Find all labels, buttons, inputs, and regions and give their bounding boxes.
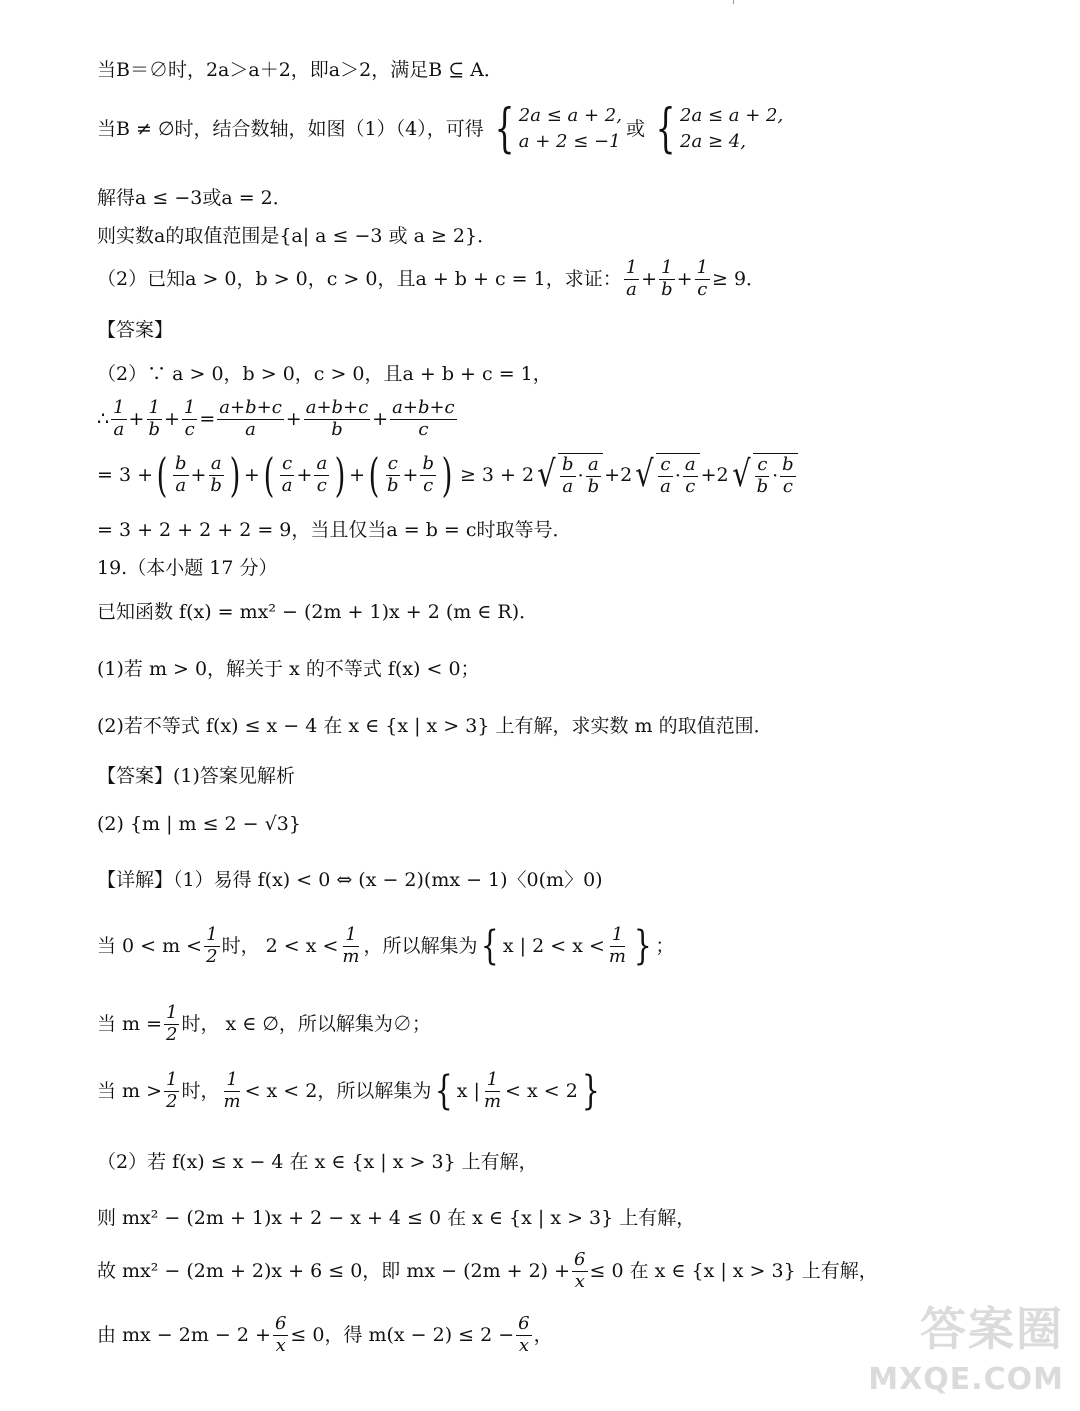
fraction: $\frac{1}{a}$: [113, 397, 125, 440]
fraction: $\frac{a+b+c}{b}$: [305, 397, 369, 440]
fraction: $\frac{1}{c}$: [696, 257, 708, 300]
answer-heading-1: 【答案】: [97, 319, 174, 341]
answer-part-2: (2) {m | m ≤ 2 − √3}: [97, 813, 301, 835]
inequality-system-2: { 2a ≤ a + 2, 2a ≥ 4,: [655, 99, 784, 160]
line-part-2: (2)若不等式 f(x) ≤ x − 4 在 x ∈ {x | x > 3} 上有解，求实数 m 的取值范围．: [97, 715, 773, 737]
question-19-heading: 19.（本小题 17 分）: [97, 557, 278, 579]
line-case-b-empty: 当B＝∅时，2a＞a＋2，即a＞2，满足B ⊆ A．: [97, 59, 503, 81]
fraction: $\frac{1}{b}$: [148, 397, 160, 440]
fraction: $\frac{1}{a}$: [625, 257, 638, 300]
answer-heading-2: 【答案】(1)答案见解析: [97, 765, 295, 787]
line-solution-a: 解得a ≤ −3或a = 2．: [97, 187, 292, 209]
fraction: $\frac{a+b+c}{c}$: [392, 397, 455, 440]
inequality-system-1: { 2a ≤ a + 2, a + 2 ≤ −1: [494, 99, 622, 160]
detail-heading: 【详解】（1）易得 f(x) < 0 ⇔ (x − 2)(mx − 1)〈0(m〉0): [97, 869, 603, 891]
line-therefore: ∴ $\frac{1}{a}$ + $\frac{1}{b}$ + $\frac{1}{c}$ = $\frac{a+b+c}{a}$ + $\frac{a+b+c}{b}$ + $\frac{a+b+c}{c}$: [97, 397, 455, 440]
watermark-logo: 答案圈 MXQE.COM: [868, 1302, 1064, 1397]
line-case-m-half: 当 m = $\frac{1}{2}$ 时， x ∈ ∅，所以解集为∅；: [97, 1002, 431, 1045]
line-part-2-divide: 故 mx² − (2m + 2)x + 6 ≤ 0，即 mx − (2m + 2) + $\frac{6}{x}$ ≤ 0 在 x ∈ {x | x > 3} 上有解，: [97, 1249, 878, 1292]
line-part-2-transform: 则 mx² − (2m + 1)x + 2 − x + 4 ≤ 0 在 x ∈ {x | x > 3} 上有解，: [97, 1207, 696, 1229]
line-prove-statement: （2）已知a > 0，b > 0，c > 0，且a + b + c = 1，求证： $\frac{1}{a}$ + $\frac{1}{b}$ + $\frac{1}{c}$ ≥ 9．: [97, 257, 766, 300]
fraction: $\frac{1}{c}$: [183, 397, 196, 440]
line-case-m-large: 当 m > $\frac{1}{2}$ 时， $\frac{1}{m}$ < x < 2，所以解集为 { x | $\frac{1}{m}$ < x < 2 }: [97, 1068, 600, 1115]
top-mark: [733, 0, 734, 4]
sqrt: √ $\frac{c}{a}$ · $\frac{a}{c}$: [633, 453, 699, 497]
line-part-1: (1)若 m > 0，解关于 x 的不等式 f(x) < 0；: [97, 658, 480, 680]
line-case-b-nonempty: 当B ≠ ∅时，结合数轴，如图（1）（4），可得 { 2a ≤ a + 2, a + 2 ≤ −1 或 { 2a ≤ a + 2, 2a ≥ 4,: [97, 99, 784, 160]
fraction: $\frac{1}{b}$: [661, 257, 673, 300]
line-part-2-start: （2）若 f(x) ≤ x − 4 在 x ∈ {x | x > 3} 上有解，: [97, 1151, 538, 1173]
line-function-def: 已知函数 f(x) = mx² − (2m + 1)x + 2 (m ∈ R)．: [97, 601, 539, 623]
line-conclusion: = 3 + 2 + 2 + 2 = 9，当且仅当a = b = c时取等号．: [97, 519, 572, 541]
sqrt: √ $\frac{c}{b}$ · $\frac{b}{c}$: [730, 453, 798, 497]
line-range-a: 则实数a的取值范围是{a| a ≤ −3 或 a ≥ 2}．: [97, 225, 497, 247]
line-expand: = 3 + ( $\frac{b}{a}$ + $\frac{a}{b}$ ) + ( $\frac{c}{a}$ + $\frac{a}{c}$ ) + ( $\frac{c}{b}$ + $\frac{b}{c}$ ) ≥ 3 + 2 √ $\frac{b}{a}$ · $\frac{a}{b}$ + 2 √ $\frac{c}{a}$ · $\frac{a}{c}$ + 2 √ $\frac{c}{b}$ · $\frac{b}{c}$: [97, 452, 799, 498]
line-given: （2）∵ a > 0，b > 0，c > 0，且a + b + c = 1，: [97, 363, 552, 385]
line-case-m-small: 当 0 < m < $\frac{1}{2}$ 时， 2 < x < $\frac{1}{m}$ ，所以解集为 { x | 2 < x < $\frac{1}{m}$ } ；: [97, 923, 675, 970]
sqrt: √ $\frac{b}{a}$ · $\frac{a}{b}$: [535, 453, 603, 497]
fraction: $\frac{a+b+c}{a}$: [219, 397, 282, 440]
line-part-2-result: 由 mx − 2m − 2 + $\frac{6}{x}$ ≤ 0，得 m(x − 2) ≤ 2 − $\frac{6}{x}$ ，: [97, 1313, 553, 1356]
